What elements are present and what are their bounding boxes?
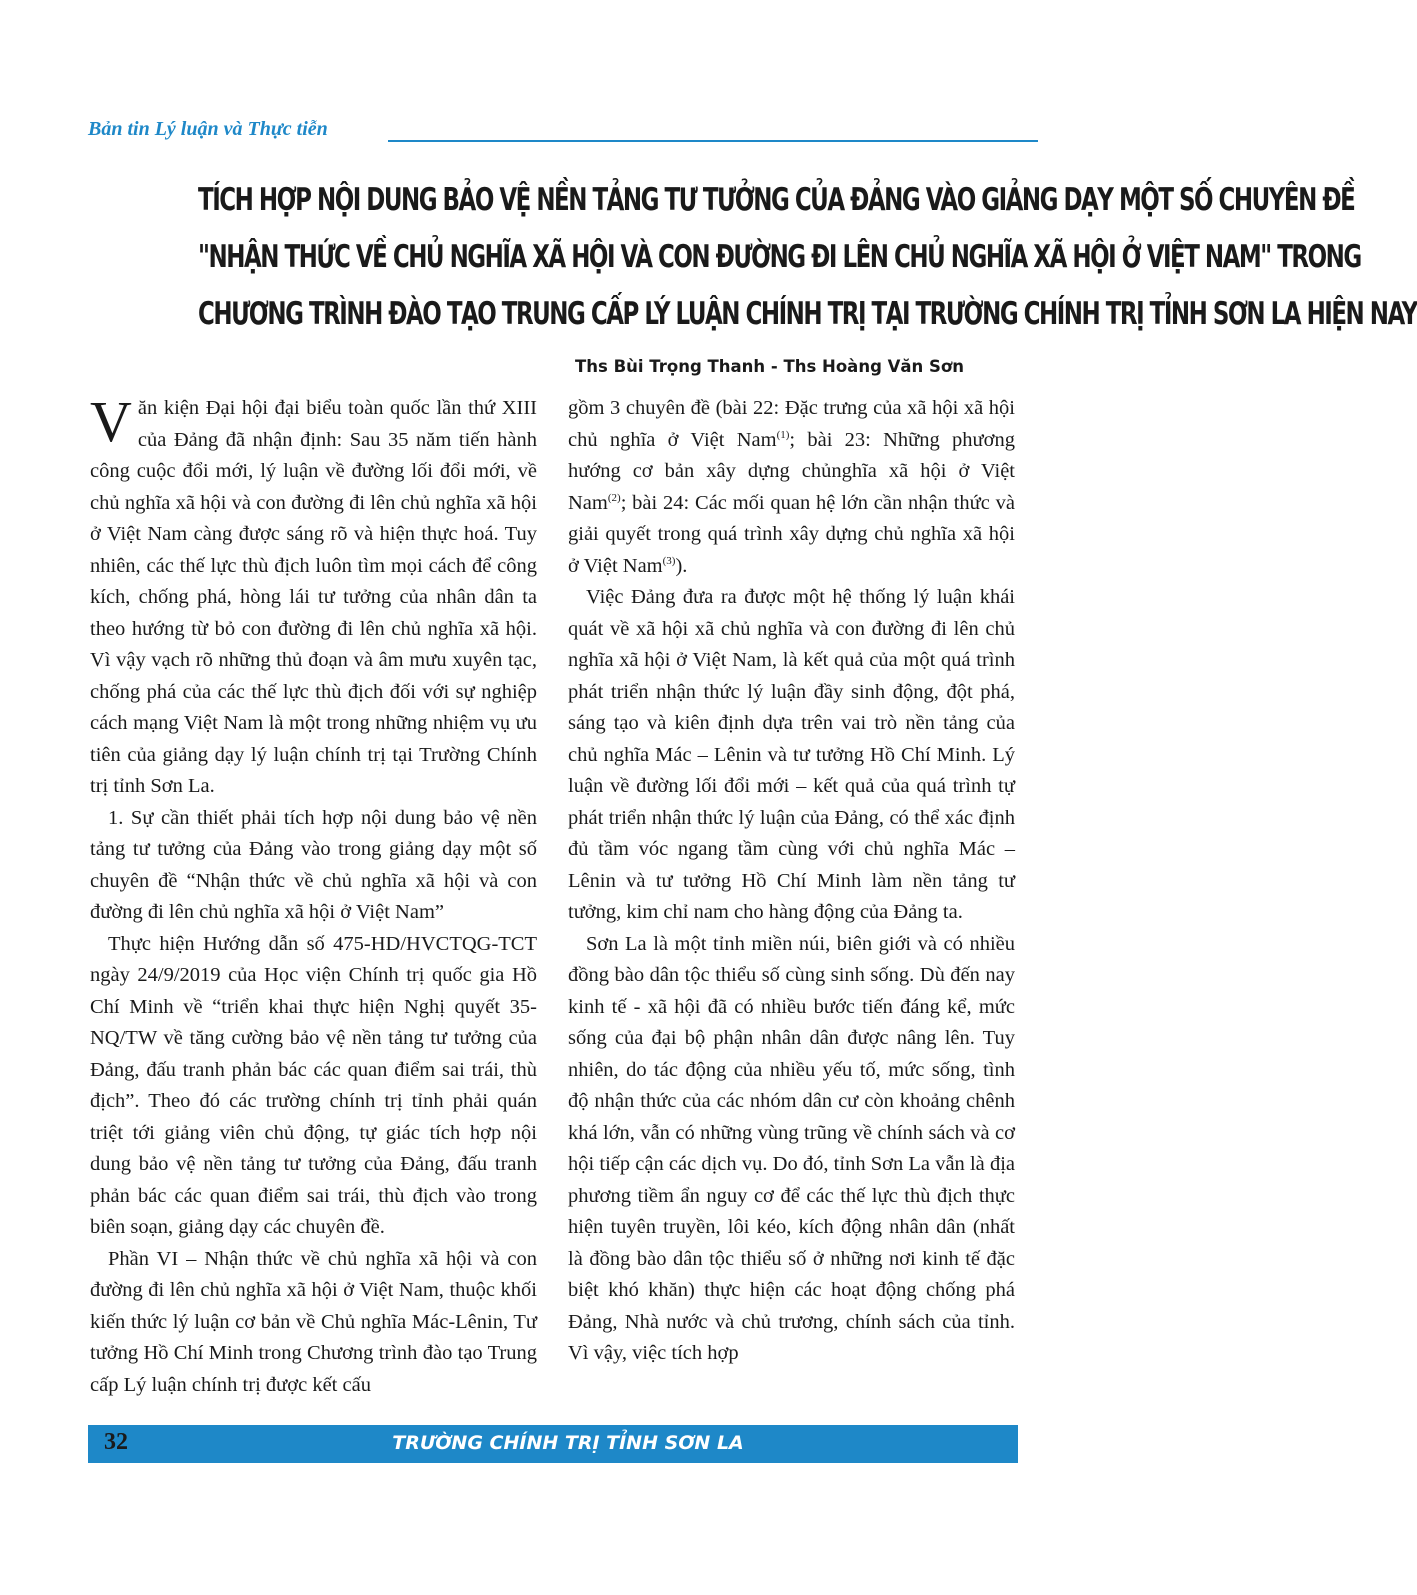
paragraph-text: ). xyxy=(675,554,688,577)
title-line-2: "NHẬN THỨC VỀ CHỦ NGHĨA XÃ HỘI VÀ CON ĐƯỜNG ĐI LÊN CHỦ NGHĨA XÃ HỘI Ở VIỆT NAM" TRONG xyxy=(198,239,1361,275)
left-column xyxy=(90,389,537,1401)
paragraph: Sơn La là một tỉnh miền núi, biên giới và có nhiều đồng bào dân tộc thiểu số cùng sinh sống. Dù đến nay kinh tế - xã hội đã có nhiều bước tiến đáng kể, mức sống của đại bộ phận nhân dân được nâng lên. Tuy nhiên, do tác động của nhiều yếu tố, mức sống, tình độ nhận thức của các nhóm dân cư còn khoảng chênh khá lớn, vẫn có những vùng trũng về chính sách và cơ hội tiếp cận các dịch vụ. Do đó, tỉnh Sơn La vẫn là địa phương tiềm ẩn nguy cơ để các thế lực thù địch thực hiện tuyên truyền, lôi kéo, kích động nhân dân (nhất là đồng bào dân tộc thiểu số ở những nơi kinh tế đặc biệt khó khăn) thực hiện các hoạt động chống phá Đảng, Nhà nước và chủ trương, chính sách của tỉnh. Vì vậy, việc tích hợp xyxy=(568,932,1015,1364)
paragraph-text: ăn kiện Đại hội đại biểu toàn quốc lần thứ XIII của Đảng đã nhận định: Sau 35 năm tiến hành công cuộc đổi mới, lý luận về đường lối đổi mới, về chủ nghĩa xã hội và con đường đi lên chủ nghĩa xã hội ở Việt Nam càng được sáng rõ và hiện thực hoá. Tuy nhiên, các thế lực thù địch luôn tìm mọi cách để công kích, chống phá, hòng lái tư tưởng của nhân dân ta theo hướng từ bỏ con đường đi lên chủ nghĩa xã hội. Vì vậy vạch rõ những thủ đoạn và âm mưu xuyên tạc, chống phá của các thế lực thù địch đối với sự nghiệp cách mạng Việt Nam là một trong những nhiệm vụ ưu tiên của giảng dạy lý luận chính trị tại Trường Chính trị tỉnh Sơn La. xyxy=(90,397,537,797)
header-rule xyxy=(388,140,1038,142)
footer-publisher: TRƯỜNG CHÍNH TRỊ TỈNH SƠN LA xyxy=(392,1432,744,1454)
paragraph-text: ; bài 24: Các mối quan hệ lớn cần nhận thức và giải quyết trong quá trình xây dựng chủ nghĩa xã hội ở Việt Nam xyxy=(568,491,1015,577)
publication-title: Bản tin Lý luận và Thực tiễn xyxy=(88,118,332,141)
paragraph-text: gồm 3 chuyên đề (bài 22: Đặc trưng của xã hội xã hội chủ nghĩa ở Việt Nam xyxy=(568,397,1015,451)
page-number: 32 xyxy=(104,1429,128,1455)
paragraph: Phần VI – Nhận thức về chủ nghĩa xã hội và con đường đi lên chủ nghĩa xã hội ở Việt Nam, thuộc khối kiến thức lý luận cơ bản về Chủ nghĩa Mác-Lênin, Tư tưởng Hồ Chí Minh trong Chương trình đào tạo Trung cấp Lý luận chính trị được kết cấu xyxy=(90,1247,537,1396)
drop-cap: V xyxy=(90,389,132,454)
paragraph xyxy=(90,389,537,803)
footnote-ref: (3) xyxy=(662,554,676,567)
right-column xyxy=(568,393,1015,1370)
paragraph: Thực hiện Hướng dẫn số 475-HD/HVCTQG-TCT ngày 24/9/2019 của Học viện Chính trị quốc gia Hồ Chí Minh về “triển khai thực hiện Nghị quyết 35-NQ/TW về tăng cường bảo vệ nền tảng tư tưởng của Đảng, đấu tranh phản bác các quan điểm sai trái, thù địch”. Theo đó các trường chính trị tỉnh phải quán triệt tới giảng viên chủ động, tự giác tích hợp nội dung bảo vệ nền tảng tư tưởng của Đảng, đấu tranh phản bác các quan điểm sai trái, thù địch vào trong biên soạn, giảng dạy các chuyên đề. xyxy=(90,932,537,1238)
paragraph xyxy=(568,393,1015,582)
footnote-ref: (2) xyxy=(607,491,621,504)
paragraph-text: ; bài 23: Những phương hướng cơ bản xây dựng chủnghĩa xã hội ở Việt Nam xyxy=(568,428,1015,514)
article-title xyxy=(70,172,1417,343)
running-header xyxy=(88,118,1038,148)
article-authors: Ths Bùi Trọng Thanh - Ths Hoàng Văn Sơn xyxy=(575,357,964,376)
title-line-1: TÍCH HỢP NỘI DUNG BẢO VỆ NỀN TẢNG TƯ TƯỞNG CỦA ĐẢNG VÀO GIẢNG DẠY MỘT SỐ CHUYÊN ĐỀ xyxy=(198,182,1355,218)
footnote-ref: (1) xyxy=(776,428,790,441)
section-heading-paragraph: 1. Sự cần thiết phải tích hợp nội dung bảo vệ nền tảng tư tưởng của Đảng vào trong giảng dạy một số chuyên đề “Nhận thức về chủ nghĩa xã hội và con đường đi lên chủ nghĩa xã hội ở Việt Nam” xyxy=(90,806,537,923)
paragraph: Việc Đảng đưa ra được một hệ thống lý luận khái quát về xã hội xã chủ nghĩa và con đường đi lên chủ nghĩa xã hội ở Việt Nam, là kết quả của một quá trình phát triển nhận thức lý luận đầy sinh động, đột phá, sáng tạo và kiên định dựa trên vai trò nền tảng của chủ nghĩa Mác – Lênin và tư tưởng Hồ Chí Minh. Lý luận về đường lối đổi mới – kết quả của quá trình tự phát triển nhận thức lý luận của Đảng, có thể xác định đủ tầm vóc ngang tầm cùng với chủ nghĩa Mác – Lênin và tư tưởng Hồ Chí Minh làm nền tảng tư tưởng, kim chỉ nam cho hàng động của Đảng ta. xyxy=(568,586,1015,923)
title-line-3: CHƯƠNG TRÌNH ĐÀO TẠO TRUNG CẤP LÝ LUẬN CHÍNH TRỊ TẠI TRƯỜNG CHÍNH TRỊ TỈNH SƠN LA HIỆN NAY xyxy=(198,296,1417,332)
page-footer xyxy=(88,1425,1018,1463)
